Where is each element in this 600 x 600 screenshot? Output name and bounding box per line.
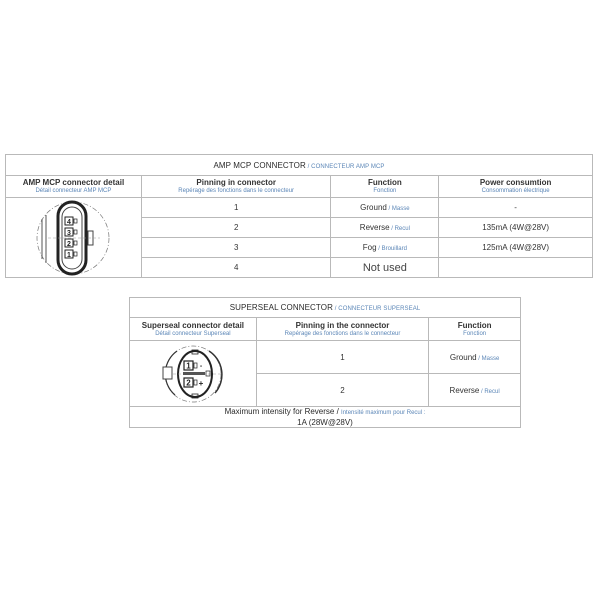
amp-power-4	[439, 258, 593, 278]
superseal-header-pinning: Pinning in the connector Repérage des fonctions dans le connecteur	[256, 318, 428, 341]
superseal-pin-2: 2	[256, 374, 428, 407]
amp-pin-3: 3	[141, 238, 331, 258]
amp-power-2: 135mA (4W@28V)	[439, 218, 593, 238]
amp-pin-1: 1	[141, 198, 331, 218]
superseal-table-title	[130, 298, 521, 318]
amp-header-detail: AMP MCP connector detail Détail connecteur AMP MCP	[6, 176, 142, 198]
amp-pin-2: 2	[141, 218, 331, 238]
amp-connector-diagram	[6, 198, 142, 278]
superseal-title-fr: / CONNECTEUR SUPERSEAL	[332, 306, 421, 312]
amp-function-3: Fog / Brouillard	[331, 238, 439, 258]
svg-text:1: 1	[186, 361, 191, 370]
amp-function-1: Ground / Masse	[331, 198, 439, 218]
amp-table-title	[6, 155, 593, 176]
svg-text:+: +	[198, 378, 204, 388]
amp-header-function: Function Fonction	[331, 176, 439, 198]
amp-power-3: 125mA (4W@28V)	[439, 238, 593, 258]
table-row	[130, 341, 521, 374]
amp-pin-4: 4	[141, 258, 331, 278]
amp-header-power: Power consumtion Consommation électrique	[439, 176, 593, 198]
superseal-max-intensity	[130, 407, 521, 428]
superseal-pin-1: 1	[256, 341, 428, 374]
max-intensity-value: 1A (28W@28V)	[297, 418, 353, 427]
superseal-connector-icon	[151, 343, 235, 405]
svg-text:1: 1	[67, 251, 72, 259]
svg-text:2: 2	[186, 378, 191, 387]
max-intensity-label-fr: Intensité maximum pour Recul :	[341, 410, 426, 416]
svg-text:3: 3	[67, 229, 72, 237]
amp-title-fr: / CONNECTEUR AMP MCP	[305, 163, 385, 170]
superseal-function-2: Reverse / Recul	[429, 374, 521, 407]
svg-text:2: 2	[67, 240, 72, 248]
amp-power-1: -	[439, 198, 593, 218]
table-row	[6, 198, 593, 218]
amp-function-2: Reverse / Recul	[331, 218, 439, 238]
amp-title-en: AMP MCP CONNECTOR	[213, 160, 306, 170]
amp-mcp-connector-table	[5, 154, 593, 278]
superseal-header-detail: Superseal connector detail Détail connecteur Superseal	[130, 318, 257, 341]
superseal-title-en: SUPERSEAL CONNECTOR	[229, 303, 333, 312]
amp-connector-icon	[28, 199, 118, 277]
svg-text:-: -	[199, 362, 203, 370]
amp-function-4: Not used	[331, 258, 439, 278]
svg-text:4: 4	[67, 218, 72, 226]
amp-header-pinning: Pinning in connector Repérage des fonctions dans le connecteur	[141, 176, 331, 198]
max-intensity-label: Maximum intensity for Reverse /	[224, 407, 342, 416]
superseal-header-function: Function Fonction	[429, 318, 521, 341]
superseal-function-1: Ground / Masse	[429, 341, 521, 374]
superseal-connector-diagram	[130, 341, 257, 407]
superseal-connector-table	[129, 297, 521, 428]
